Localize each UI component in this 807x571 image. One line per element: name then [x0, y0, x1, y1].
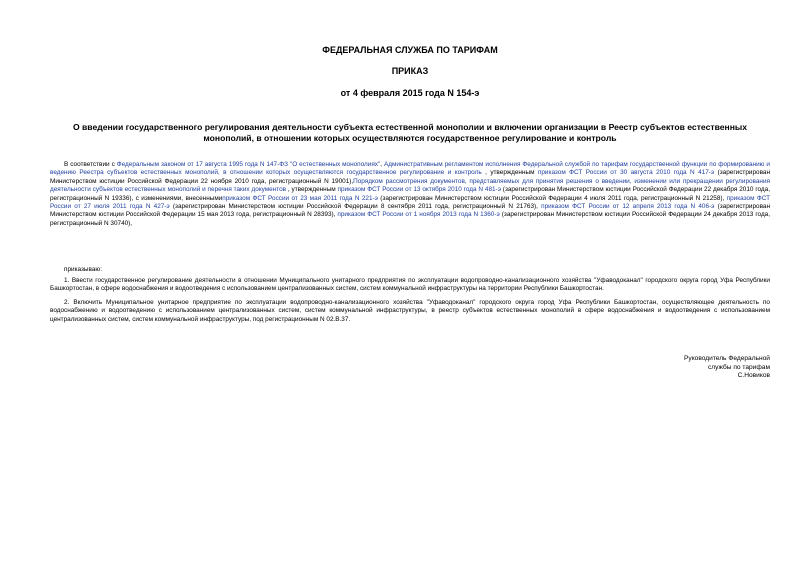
- document-type: ПРИКАЗ: [391, 66, 429, 76]
- preamble-text: ,: [380, 161, 385, 168]
- preamble-text: В соответствии с: [64, 161, 117, 168]
- link-order-1360[interactable]: приказом ФСТ России от 1 ноября 2013 года N 1360-э: [337, 211, 500, 219]
- signature-title-line-2: службы по тарифам: [707, 363, 770, 371]
- preamble-text: (зарегистрирован Министерством юстиции Российской Федерации 4 июля 2011 года, регистрационный N 21258),: [377, 194, 727, 202]
- preamble-text: (зарегистрирован Министерством юстиции Российской Федерации 24 декабря 2013 года, регистрационный N 30740),: [50, 211, 770, 227]
- signatory-name: С.Новиков: [737, 372, 770, 380]
- agency-name: ФЕДЕРАЛЬНАЯ СЛУЖБА ПО ТАРИФАМ: [322, 45, 498, 55]
- link-order-406[interactable]: приказом ФСТ России от 12 апреля 2013 года N 406-э: [541, 203, 715, 211]
- link-federal-law[interactable]: Федеральным законом от 17 августа 1995 года N 147-ФЗ "О естественных монополиях": [116, 161, 381, 168]
- order-item-2: 2. Включить Муниципальное унитарное предприятие по эксплуатации водопроводно-канализационного хозяйства "Уфаводоканал" городского округа город Уфа Республики Башкортостан, осуществляющее деятельность по водоснабжению и водоотведению с использованием централизованных систем, систем коммунальной инфраструктуры, в реестр субъектов естественных монополий в сфере водоснабжения и водоотведения с использованием централизованных систем, систем коммунальной инфраструктуры, под регистрационным N 02.В.37.: [50, 299, 770, 323]
- signature-title-line-1: Руководитель Федеральной: [684, 355, 770, 362]
- order-item-1: 1. Ввести государственное регулирование деятельности в отношении Муниципального унитарного предприятия по эксплуатации водопроводно-канализационного хозяйства "Уфаводоканал" городского округа город Уфа Республики Башкортостан, в сфере водоснабжения и водоотведения с использованием централизованных систем, систем коммунальной инфраструктуры на территории Республики Башкортостан.: [50, 277, 770, 293]
- link-order-417[interactable]: приказом ФСТ России от 30 августа 2010 года N 417-э: [537, 169, 715, 177]
- document-title: О введении государственного регулирования деятельности субъекта естественной монополии и включении организации в Реестр субъектов естественных монополий, в отношении которых осуществляются государственное регулирование и контроль: [72, 122, 748, 143]
- preamble-text: (зарегистрирован Министерством юстиции Российской Федерации 8 сентября 2011 года, регистрационный N 21763),: [169, 203, 542, 211]
- link-admin-regulation[interactable]: Административным регламентом исполнения Федеральной службой по тарифам государственной функции по формированию и ведению Реестра субъектов естественных монополий, в отношении которых осуществляются государственное регулирование и контроль: [50, 161, 770, 177]
- preamble-paragraph: [50, 161, 770, 228]
- link-order-221[interactable]: приказом ФСТ России от 23 мая 2011 года N 221-э: [222, 194, 378, 202]
- document-page: [50, 0, 770, 571]
- preamble-text: , утвержденным: [286, 186, 338, 194]
- preamble-text: (зарегистрирован Министерством юстиции Российской Федерации 22 декабря 2010 года, регистрационный N 19336), с изменениями, внесенными: [50, 186, 770, 202]
- preamble-text: , утвержденным: [481, 169, 538, 177]
- link-order-481[interactable]: приказом ФСТ России от 13 октября 2010 года N 481-э: [337, 186, 501, 194]
- preamble-text: (зарегистрирован Министерством юстиции Российской Федерации 22 ноября 2010 года, регистрационный N 19001),: [50, 169, 770, 185]
- orders-word: приказываю:: [64, 266, 102, 273]
- document-date: от 4 февраля 2015 года N 154-э: [340, 88, 480, 98]
- link-procedure[interactable]: Порядком рассмотрения документов, представляемых для принятия решения о введении, изменении или прекращении регулирования деятельности субъектов естественных монополий и перечня таких документов: [50, 177, 770, 194]
- signature-block: [630, 355, 770, 381]
- link-order-427[interactable]: приказом ФСТ России от 27 июля 2011 года N 427-э: [50, 194, 771, 211]
- preamble-text: (зарегистрирован Министерством юстиции Российской Федерации 15 мая 2013 года, регистрационный N 28393),: [50, 203, 770, 219]
